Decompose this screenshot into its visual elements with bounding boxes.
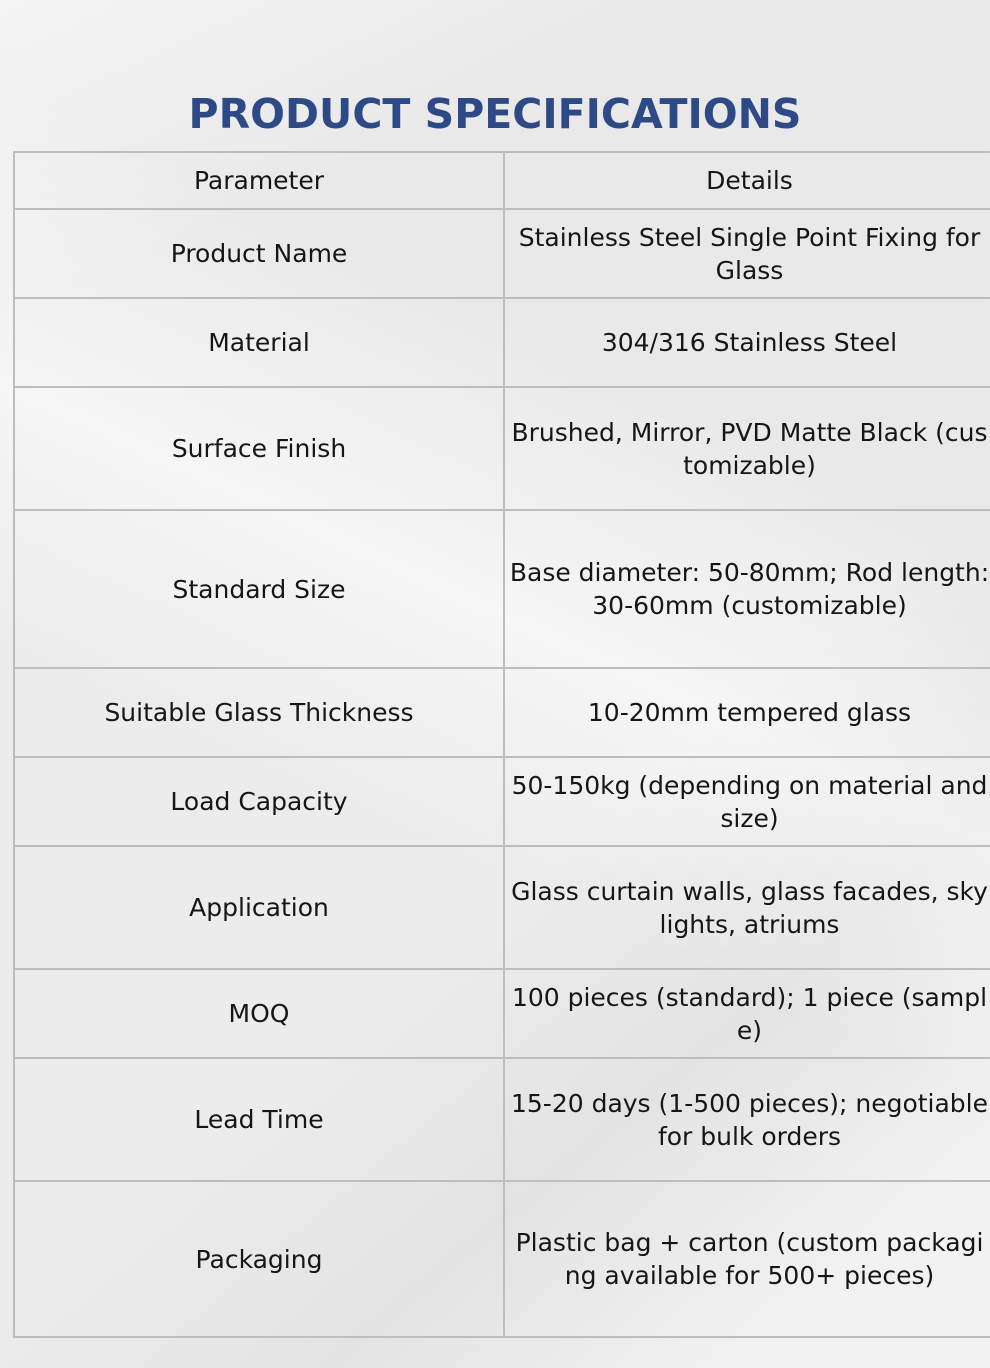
header-details: Details <box>504 152 990 209</box>
row-detail: 50-150kg (depending on material and size) <box>504 757 990 846</box>
table-row <box>14 668 990 757</box>
header-parameter: Parameter <box>14 152 504 209</box>
table-row <box>14 387 990 510</box>
table-row <box>14 298 990 387</box>
row-parameter: Standard Size <box>14 510 504 668</box>
row-detail: 304/316 Stainless Steel <box>504 298 990 387</box>
table-row <box>14 510 990 668</box>
row-parameter: Lead Time <box>14 1058 504 1181</box>
specifications-table <box>13 151 990 1338</box>
row-detail: Brushed, Mirror, PVD Matte Black (customizable) <box>504 387 990 510</box>
row-parameter: Application <box>14 846 504 969</box>
row-detail: 10-20mm tempered glass <box>504 668 990 757</box>
table-row <box>14 1058 990 1181</box>
row-detail: 15-20 days (1-500 pieces); negotiable for bulk orders <box>504 1058 990 1181</box>
page-title: PRODUCT SPECIFICATIONS <box>188 90 802 138</box>
row-parameter: Surface Finish <box>14 387 504 510</box>
row-detail: Glass curtain walls, glass facades, skylights, atriums <box>504 846 990 969</box>
row-parameter: Suitable Glass Thickness <box>14 668 504 757</box>
row-parameter: MOQ <box>14 969 504 1058</box>
row-parameter: Packaging <box>14 1181 504 1337</box>
table-row <box>14 1181 990 1337</box>
row-parameter: Product Name <box>14 209 504 298</box>
table-row <box>14 846 990 969</box>
table-row <box>14 969 990 1058</box>
table-row <box>14 209 990 298</box>
table-row <box>14 757 990 846</box>
row-detail: 100 pieces (standard); 1 piece (sample) <box>504 969 990 1058</box>
table-header-row <box>14 152 990 209</box>
row-parameter: Load Capacity <box>14 757 504 846</box>
row-detail: Base diameter: 50-80mm; Rod length: 30-60mm (customizable) <box>504 510 990 668</box>
row-parameter: Material <box>14 298 504 387</box>
row-detail: Stainless Steel Single Point Fixing for Glass <box>504 209 990 298</box>
row-detail: Plastic bag + carton (custom packaging available for 500+ pieces) <box>504 1181 990 1337</box>
